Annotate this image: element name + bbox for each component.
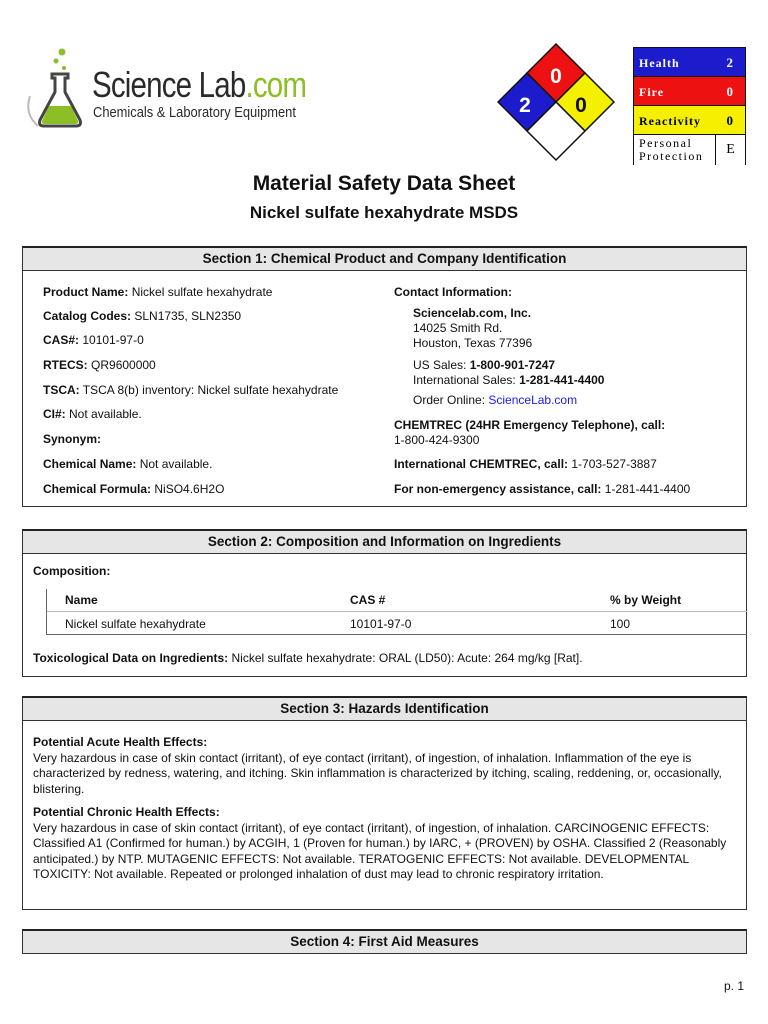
cas-number: CAS#: 10101-97-0 xyxy=(43,333,144,347)
us-sales: US Sales: 1-800-901-7247 xyxy=(413,358,556,372)
table-cell-weight: 100 xyxy=(610,617,631,631)
page-number: p. 1 xyxy=(724,979,745,993)
non-emergency: For non-emergency assistance, call: 1-281-441-4400 xyxy=(394,482,691,496)
col-header-weight: % by Weight xyxy=(610,593,682,607)
nfpa-reactivity-value: 0 xyxy=(575,94,587,117)
chronic-health-effects: Potential Chronic Health Effects: Very hazardous in case of skin contact (irritant), of eye contact (irritant), of ingestion, of inhalation. CARCINOGENIC EFFECTS: Classified A1 (Confirmed for human.) by ACGIH, 1 (Proven for human.) by IARC, + (PROVEN) by OSHA. Classified 2 (Reasonably anticipated.) by NTP. MUTAGENIC EFFECTS: Not available. TERATOGENIC EFFECTS: Not available. DEVELOPMENTAL TOXICITY: Not available. Repeated or prolonged inhalation of dust may lead to chronic respiratory irritation. xyxy=(33,805,727,881)
section-1-heading: Section 1: Chemical Product and Company Identification xyxy=(22,246,747,271)
hmis-fire-row: Fire 0 xyxy=(634,77,745,106)
chemtrec-phone: 1-800-424-9300 xyxy=(394,433,480,447)
hmis-label xyxy=(633,47,746,165)
product-name: Product Name: Nickel sulfate hexahydrate xyxy=(43,285,273,299)
table-cell-cas: 10101-97-0 xyxy=(350,617,412,631)
col-header-cas: CAS # xyxy=(350,593,386,607)
address-line-2: Houston, Texas 77396 xyxy=(413,336,533,350)
international-sales: International Sales: 1-281-441-4400 xyxy=(413,373,605,387)
chemtrec-label: CHEMTREC (24HR Emergency Telephone), call: xyxy=(394,418,666,432)
order-online: Order Online: ScienceLab.com xyxy=(413,393,578,407)
section-3-heading: Section 3: Hazards Identification xyxy=(22,696,747,721)
table-divider xyxy=(47,611,747,612)
hmis-reactivity-row: Reactivity 0 xyxy=(634,106,745,135)
page-title: Material Safety Data Sheet xyxy=(252,172,516,195)
section-2-heading: Section 2: Composition and Information on Ingredients xyxy=(22,529,747,554)
col-header-name: Name xyxy=(65,593,98,607)
composition-label: Composition: xyxy=(33,564,111,578)
toxicological-data: Toxicological Data on Ingredients: Nickel sulfate hexahydrate: ORAL (LD50): Acute: 264 mg/kg [Rat]. xyxy=(33,651,583,665)
intl-chemtrec: International CHEMTREC, call: 1-703-527-3887 xyxy=(394,457,657,471)
company-name: Sciencelab.com, Inc. xyxy=(413,306,532,320)
order-online-link[interactable]: ScienceLab.com xyxy=(488,393,578,407)
catalog-codes: Catalog Codes: SLN1735, SLN2350 xyxy=(43,309,242,323)
page-subtitle: Nickel sulfate hexahydrate MSDS xyxy=(249,203,519,222)
acute-health-effects: Potential Acute Health Effects: Very hazardous in case of skin contact (irritant), of eye contact (irritant), of ingestion, of inhalation. Inflammation of the eye is characterized by redness, watering, and itching. Skin inflammation is characterized by itching, scaling, reddening, or, occasionally, blistering. xyxy=(33,735,722,796)
logo-wordmark: Science Lab.com xyxy=(92,64,307,105)
hmis-health-row: Health 2 xyxy=(634,48,745,77)
rtecs: RTECS: QR9600000 xyxy=(43,358,156,372)
hmis-protection-row: Personal Protection E xyxy=(634,135,745,165)
logo-tagline: Chemicals & Laboratory Equipment xyxy=(93,104,296,121)
table-cell-name: Nickel sulfate hexahydrate xyxy=(65,617,206,631)
tsca: TSCA: TSCA 8(b) inventory: Nickel sulfate hexahydrate xyxy=(43,383,339,397)
nfpa-diamond xyxy=(497,42,615,164)
chemical-name: Chemical Name: Not available. xyxy=(43,457,213,471)
nfpa-fire-value: 0 xyxy=(550,65,562,88)
flask-icon xyxy=(22,46,92,130)
address-line-1: 14025 Smith Rd. xyxy=(413,321,503,335)
synonym: Synonym: xyxy=(43,432,102,446)
contact-info-label: Contact Information: xyxy=(394,285,512,299)
ci-number: CI#: Not available. xyxy=(43,407,142,421)
chemical-formula: Chemical Formula: NiSO4.6H2O xyxy=(43,482,225,496)
composition-table xyxy=(46,589,747,635)
nfpa-health-value: 2 xyxy=(519,94,531,117)
section-4-heading: Section 4: First Aid Measures xyxy=(22,929,747,954)
